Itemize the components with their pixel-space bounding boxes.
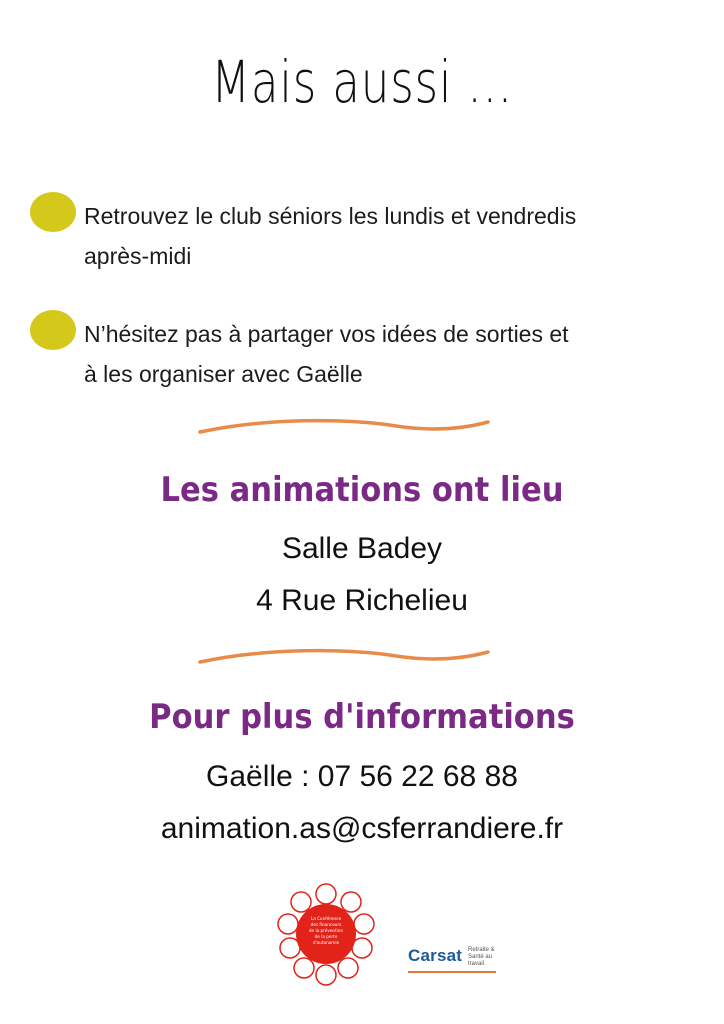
wave-divider [196, 646, 492, 668]
wave-divider [196, 416, 492, 438]
cfppa-logo-icon [276, 882, 376, 986]
carsat-logo [408, 946, 508, 976]
contact-phone[interactable]: Gaëlle : 07 56 22 68 88 [206, 760, 518, 793]
page-title: Mais aussi ... [211, 48, 513, 116]
svg-text:de la perte: de la perte [314, 934, 338, 939]
bullet-text [84, 314, 724, 394]
svg-text:des financeurs: des financeurs [310, 922, 342, 927]
bullet-dot-icon [30, 192, 76, 232]
bullet-line: Retrouvez le club séniors les lundis et vendredis [84, 203, 577, 229]
partner-logos [270, 880, 510, 990]
carsat-underline [408, 971, 496, 973]
carsat-tagline: Retraite & Santé au travail [468, 947, 495, 967]
carsat-name: Carsat [408, 946, 463, 965]
bullet-text [84, 196, 724, 276]
bullet-line: à les organiser avec Gaëlle [84, 361, 363, 387]
contact-heading: Pour plus d'informations [149, 697, 575, 737]
bullet-dot-icon [30, 310, 76, 350]
svg-text:d'autonomie: d'autonomie [312, 940, 340, 945]
svg-text:La Conférence: La Conférence [310, 916, 342, 921]
venue-name: Salle Badey [281, 532, 443, 565]
bullet-line: N’hésitez pas à partager vos idées de sorties et [84, 321, 569, 347]
venue-address: 4 Rue Richelieu [256, 584, 468, 617]
location-heading: Les animations ont lieu [160, 470, 564, 510]
contact-email[interactable]: animation.as@csferrandiere.fr [160, 812, 564, 845]
bullet-line: après-midi [84, 243, 192, 269]
svg-text:de la prévention: de la prévention [308, 928, 344, 933]
